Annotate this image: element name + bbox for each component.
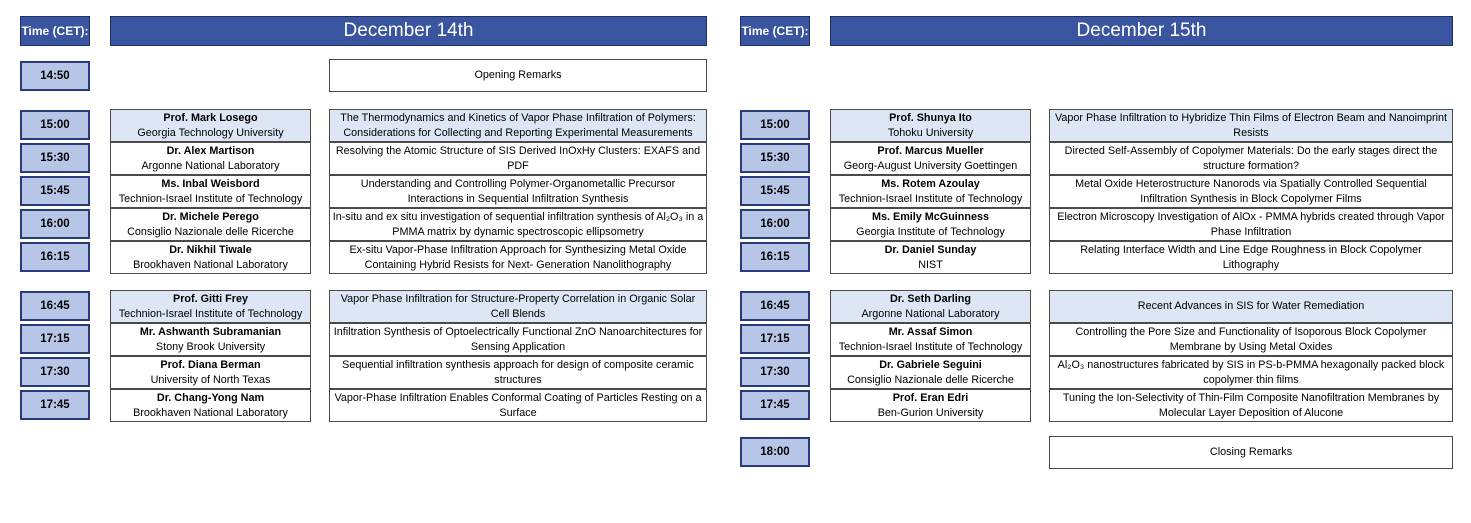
talk-title: Ex-situ Vapor-Phase Infiltration Approach for Synthesizing Metal Oxide Containing Hybrid Resists for Next- Generation Nanolithography [329,241,707,274]
time-slot: 15:30 [740,143,810,173]
talk-title: Vapor Phase Infiltration for Structure-Property Correlation in Organic Solar Cell Blends [329,290,707,323]
speaker-name: Ms. Rotem Azoulay [881,178,980,191]
speaker-name: Dr. Alex Martison [166,145,255,158]
time-slot: 16:45 [20,291,90,321]
time-slot: 15:45 [20,176,90,206]
speaker-cell [110,389,311,422]
time-slot: 16:00 [20,209,90,239]
speaker-affiliation: Consiglio Nazionale delle Ricerche [127,225,294,238]
talk-title: Infiltration Synthesis of Optoelectrically Functional ZnO Nanoarchitectures for Sensing Application [329,323,707,356]
speaker-cell [110,323,311,356]
closing-remarks: Closing Remarks [1049,436,1453,469]
speaker-cell [110,109,311,142]
time-slot: 16:15 [740,242,810,272]
speaker-name: Mr. Ashwanth Subramanian [139,326,282,339]
speaker-affiliation: Technion-Israel Institute of Technology [838,192,1023,205]
time-slot: 16:15 [20,242,90,272]
speaker-cell [830,389,1031,422]
talk-title: Al₂O₃ nanostructures fabricated by SIS in PS-b-PMMA hexagonally packed block copolymer thin films [1049,356,1453,389]
time-slot: 16:00 [740,209,810,239]
speaker-cell [110,175,311,208]
speaker-name: Dr. Seth Darling [890,293,971,306]
speaker-name: Dr. Gabriele Seguini [879,359,982,372]
speaker-affiliation: Georgia Institute of Technology [856,225,1005,238]
day-header-december-14: December 14th [110,16,707,46]
speaker-name: Ms. Inbal Weisbord [161,178,260,191]
speaker-affiliation: NIST [918,258,943,271]
time-slot: 16:45 [740,291,810,321]
speaker-cell [110,142,311,175]
speaker-affiliation: Georg-August University Goettingen [843,159,1018,172]
speaker-name: Dr. Daniel Sunday [884,244,977,257]
time-slot: 17:45 [740,390,810,420]
speaker-affiliation: Stony Brook University [155,340,266,353]
speaker-name: Prof. Diana Berman [160,359,261,372]
talk-title: Vapor Phase Infiltration to Hybridize Thin Films of Electron Beam and Nanoimprint Resists [1049,109,1453,142]
talk-title: Understanding and Controlling Polymer-Organometallic Precursor Interactions in Sequential Infiltration Synthesis [329,175,707,208]
speaker-name: Dr. Nikhil Tiwale [169,244,252,257]
talk-title: Controlling the Pore Size and Functionality of Isoporous Block Copolymer Membrane by Using Metal Oxides [1049,323,1453,356]
speaker-affiliation: Brookhaven National Laboratory [133,406,288,419]
time-slot: 17:30 [740,357,810,387]
time-slot: 15:00 [20,110,90,140]
talk-title: Recent Advances in SIS for Water Remediation [1049,290,1453,323]
speaker-affiliation: Technion-Israel Institute of Technology [118,307,303,320]
speaker-name: Ms. Emily McGuinness [872,211,989,224]
speaker-name: Dr. Michele Perego [162,211,259,224]
speaker-affiliation: Technion-Israel Institute of Technology [118,192,303,205]
speaker-affiliation: Georgia Technology University [137,126,284,139]
talk-title: Electron Microscopy Investigation of AlOx - PMMA hybrids created through Vapor Phase Infiltration [1049,208,1453,241]
day-header-december-15: December 15th [830,16,1453,46]
speaker-cell [830,109,1031,142]
speaker-affiliation: Consiglio Nazionale delle Ricerche [847,373,1014,386]
time-slot: 15:45 [740,176,810,206]
speaker-cell [830,356,1031,389]
speaker-affiliation: Argonne National Laboratory [141,159,280,172]
speaker-cell [110,241,311,274]
talk-title: The Thermodynamics and Kinetics of Vapor Phase Infiltration of Polymers: Considerations for Collecting and Reporting Experimental Measurements [329,109,707,142]
talk-title: Vapor-Phase Infiltration Enables Conformal Coating of Particles Resting on a Surface [329,389,707,422]
speaker-affiliation: Brookhaven National Laboratory [133,258,288,271]
talk-title: Tuning the Ion-Selectivity of Thin-Film Composite Nanofiltration Membranes by Molecular Layer Deposition of Alucone [1049,389,1453,422]
time-slot: 17:15 [740,324,810,354]
talk-title: Sequential infiltration synthesis approach for design of composite ceramic structures [329,356,707,389]
speaker-cell [110,356,311,389]
time-header-day1: Time (CET): [20,16,90,46]
time-slot: 15:00 [740,110,810,140]
time-slot-opening: 14:50 [20,61,90,91]
talk-title: In-situ and ex situ investigation of sequential infiltration synthesis of Al₂O₃ in a PMMA matrix by dynamic spectroscopic ellipsometry [329,208,707,241]
time-slot: 15:30 [20,143,90,173]
speaker-cell [830,175,1031,208]
speaker-cell [830,208,1031,241]
speaker-name: Mr. Assaf Simon [888,326,973,339]
speaker-cell [830,323,1031,356]
time-slot-closing: 18:00 [740,437,810,467]
time-header-day2: Time (CET): [740,16,810,46]
speaker-affiliation: University of North Texas [150,373,271,386]
speaker-cell [830,142,1031,175]
speaker-cell [110,290,311,323]
talk-title: Resolving the Atomic Structure of SIS Derived InOxHy Clusters: EXAFS and PDF [329,142,707,175]
speaker-name: Prof. Gitti Frey [173,293,248,306]
speaker-name: Prof. Mark Losego [163,112,258,125]
speaker-cell [110,208,311,241]
speaker-name: Dr. Chang-Yong Nam [156,392,265,405]
speaker-name: Prof. Eran Edri [892,392,969,405]
time-slot: 17:15 [20,324,90,354]
opening-remarks: Opening Remarks [329,59,707,92]
speaker-affiliation: Argonne National Laboratory [861,307,1000,320]
time-slot: 17:30 [20,357,90,387]
time-slot: 17:45 [20,390,90,420]
speaker-name: Prof. Marcus Mueller [877,145,984,158]
talk-title: Directed Self-Assembly of Copolymer Materials: Do the early stages direct the structure formation? [1049,142,1453,175]
speaker-cell [830,290,1031,323]
talk-title: Metal Oxide Heterostructure Nanorods via Spatially Controlled Sequential Infiltration Synthesis in Block Copolymer Films [1049,175,1453,208]
talk-title: Relating Interface Width and Line Edge Roughness in Block Copolymer Lithography [1049,241,1453,274]
speaker-cell [830,241,1031,274]
speaker-affiliation: Ben-Gurion University [877,406,984,419]
speaker-name: Prof. Shunya Ito [889,112,972,125]
speaker-affiliation: Tohoku University [887,126,974,139]
speaker-affiliation: Technion-Israel Institute of Technology [838,340,1023,353]
